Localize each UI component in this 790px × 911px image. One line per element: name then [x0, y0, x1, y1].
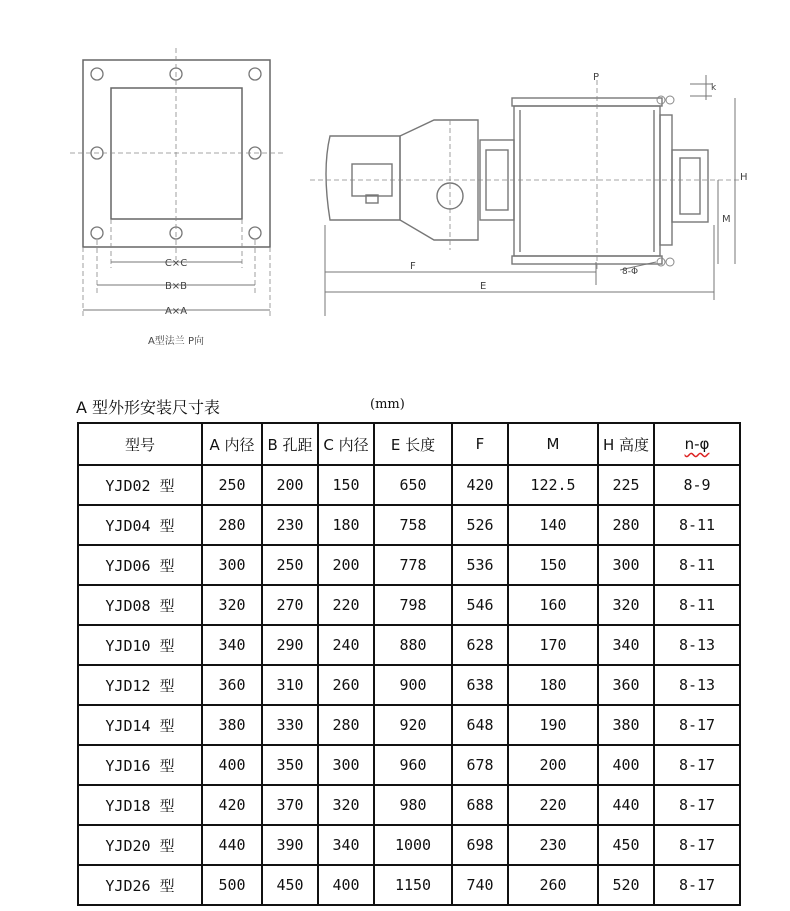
- header-e: E 长度: [374, 423, 452, 465]
- table-row: [78, 545, 740, 585]
- bxb-label: B×B: [164, 281, 188, 292]
- valve-body: [514, 106, 660, 256]
- table-cell: 320: [318, 785, 374, 825]
- table-cell: 360: [202, 665, 262, 705]
- table-cell: 290: [262, 625, 318, 665]
- table-cell: 400: [598, 745, 654, 785]
- table-cell: 758: [374, 505, 452, 545]
- table-cell: 536: [452, 545, 508, 585]
- header-c: C 内径: [318, 423, 374, 465]
- bottom-flange: [512, 256, 662, 264]
- f-label: F: [410, 261, 416, 272]
- table-cell: 200: [262, 465, 318, 505]
- e-label: E: [480, 281, 487, 292]
- table-cell: 8-13: [654, 625, 740, 665]
- model-cell: YJD10 型: [78, 625, 202, 665]
- header-n-phi: [654, 423, 740, 465]
- table-cell: 440: [598, 785, 654, 825]
- table-cell: 8-17: [654, 745, 740, 785]
- flange-caption: A型法兰 P向: [147, 336, 205, 347]
- table-cell: 340: [202, 625, 262, 665]
- table-cell: 150: [508, 545, 598, 585]
- table-cell: 526: [452, 505, 508, 545]
- motor: [326, 136, 400, 220]
- table-cell: 450: [262, 865, 318, 905]
- table-cell: 520: [598, 865, 654, 905]
- table-cell: 320: [202, 585, 262, 625]
- header-b: B 孔距: [262, 423, 318, 465]
- table-cell: 440: [202, 825, 262, 865]
- table-cell: 260: [318, 665, 374, 705]
- table-cell: 240: [318, 625, 374, 665]
- table-row: [78, 665, 740, 705]
- table-cell: 450: [598, 825, 654, 865]
- table-cell: 370: [262, 785, 318, 825]
- table-cell: 220: [508, 785, 598, 825]
- table-cell: 190: [508, 705, 598, 745]
- table-cell: 310: [262, 665, 318, 705]
- table-cell: 400: [318, 865, 374, 905]
- table-cell: 900: [374, 665, 452, 705]
- top-flange: [512, 98, 662, 106]
- model-cell: YJD04 型: [78, 505, 202, 545]
- table-cell: 678: [452, 745, 508, 785]
- table-cell: 420: [202, 785, 262, 825]
- model-cell: YJD20 型: [78, 825, 202, 865]
- model-cell: YJD02 型: [78, 465, 202, 505]
- table-cell: 280: [202, 505, 262, 545]
- table-title: A 型外形安装尺寸表: [76, 398, 221, 417]
- table-cell: 688: [452, 785, 508, 825]
- table-cell: 250: [202, 465, 262, 505]
- model-cell: YJD08 型: [78, 585, 202, 625]
- table-row: [78, 625, 740, 665]
- table-cell: 340: [598, 625, 654, 665]
- table-cell: 8-17: [654, 865, 740, 905]
- p-label: P: [593, 72, 600, 83]
- table-cell: 140: [508, 505, 598, 545]
- table-cell: 546: [452, 585, 508, 625]
- table-row: [78, 705, 740, 745]
- table-cell: 350: [262, 745, 318, 785]
- model-cell: YJD06 型: [78, 545, 202, 585]
- flange-opening: [111, 88, 242, 219]
- table-row: [78, 785, 740, 825]
- table-cell: 360: [598, 665, 654, 705]
- table-cell: 230: [262, 505, 318, 545]
- table-cell: 270: [262, 585, 318, 625]
- table-cell: 260: [508, 865, 598, 905]
- table-cell: 698: [452, 825, 508, 865]
- table-cell: 628: [452, 625, 508, 665]
- m-label: M: [722, 214, 731, 225]
- table-cell: 200: [318, 545, 374, 585]
- table-cell: 300: [202, 545, 262, 585]
- cxc-label: C×C: [164, 258, 188, 269]
- table-cell: 225: [598, 465, 654, 505]
- table-cell: 778: [374, 545, 452, 585]
- table-cell: 180: [508, 665, 598, 705]
- table-cell: 8-17: [654, 705, 740, 745]
- table-cell: 320: [598, 585, 654, 625]
- header-a: A 内径: [202, 423, 262, 465]
- table-cell: 650: [374, 465, 452, 505]
- h-label: H: [740, 172, 748, 183]
- table-cell: 122.5: [508, 465, 598, 505]
- table-cell: 740: [452, 865, 508, 905]
- k-label: k: [711, 83, 717, 93]
- table-row: [78, 865, 740, 905]
- table-row: [78, 745, 740, 785]
- table-cell: 220: [318, 585, 374, 625]
- model-cell: YJD26 型: [78, 865, 202, 905]
- holes-label: 8-Φ: [622, 267, 639, 277]
- model-cell: YJD14 型: [78, 705, 202, 745]
- model-cell: YJD12 型: [78, 665, 202, 705]
- table-cell: 330: [262, 705, 318, 745]
- table-cell: 230: [508, 825, 598, 865]
- table-cell: 648: [452, 705, 508, 745]
- table-cell: 8-11: [654, 545, 740, 585]
- table-cell: 340: [318, 825, 374, 865]
- table-cell: 250: [262, 545, 318, 585]
- table-cell: 380: [202, 705, 262, 745]
- table-cell: 300: [598, 545, 654, 585]
- table-cell: 980: [374, 785, 452, 825]
- table-cell: 380: [598, 705, 654, 745]
- table-cell: 960: [374, 745, 452, 785]
- table-cell: 638: [452, 665, 508, 705]
- table-row: [78, 825, 740, 865]
- axa-label: A×A: [164, 306, 188, 317]
- table-cell: 8-13: [654, 665, 740, 705]
- table-header-row: [78, 423, 740, 465]
- table-cell: 8-17: [654, 825, 740, 865]
- table-cell: 420: [452, 465, 508, 505]
- table-cell: 390: [262, 825, 318, 865]
- table-cell: 8-11: [654, 505, 740, 545]
- model-cell: YJD18 型: [78, 785, 202, 825]
- table-cell: 280: [318, 705, 374, 745]
- n-phi-text: n-φ: [684, 435, 710, 453]
- table-cell: 300: [318, 745, 374, 785]
- table-cell: 1150: [374, 865, 452, 905]
- table-cell: 8-9: [654, 465, 740, 505]
- dimensions-table: [77, 422, 741, 906]
- unit-label: (mm): [370, 397, 405, 412]
- table-row: [78, 465, 740, 505]
- table-cell: 1000: [374, 825, 452, 865]
- header-model: 型号: [78, 423, 202, 465]
- table-cell: 180: [318, 505, 374, 545]
- table-cell: 880: [374, 625, 452, 665]
- table-cell: 200: [508, 745, 598, 785]
- header-m: M: [508, 423, 598, 465]
- table-cell: 798: [374, 585, 452, 625]
- table-row: [78, 585, 740, 625]
- table-cell: 160: [508, 585, 598, 625]
- table-cell: 170: [508, 625, 598, 665]
- table-cell: 500: [202, 865, 262, 905]
- table-cell: 150: [318, 465, 374, 505]
- bearing-housing: [672, 150, 708, 222]
- table-cell: 8-17: [654, 785, 740, 825]
- table-cell: 8-11: [654, 585, 740, 625]
- table-cell: 280: [598, 505, 654, 545]
- header-h: H 高度: [598, 423, 654, 465]
- model-cell: YJD16 型: [78, 745, 202, 785]
- technical-drawing: [0, 0, 790, 380]
- table-row: [78, 505, 740, 545]
- table-cell: 920: [374, 705, 452, 745]
- header-f: F: [452, 423, 508, 465]
- table-cell: 400: [202, 745, 262, 785]
